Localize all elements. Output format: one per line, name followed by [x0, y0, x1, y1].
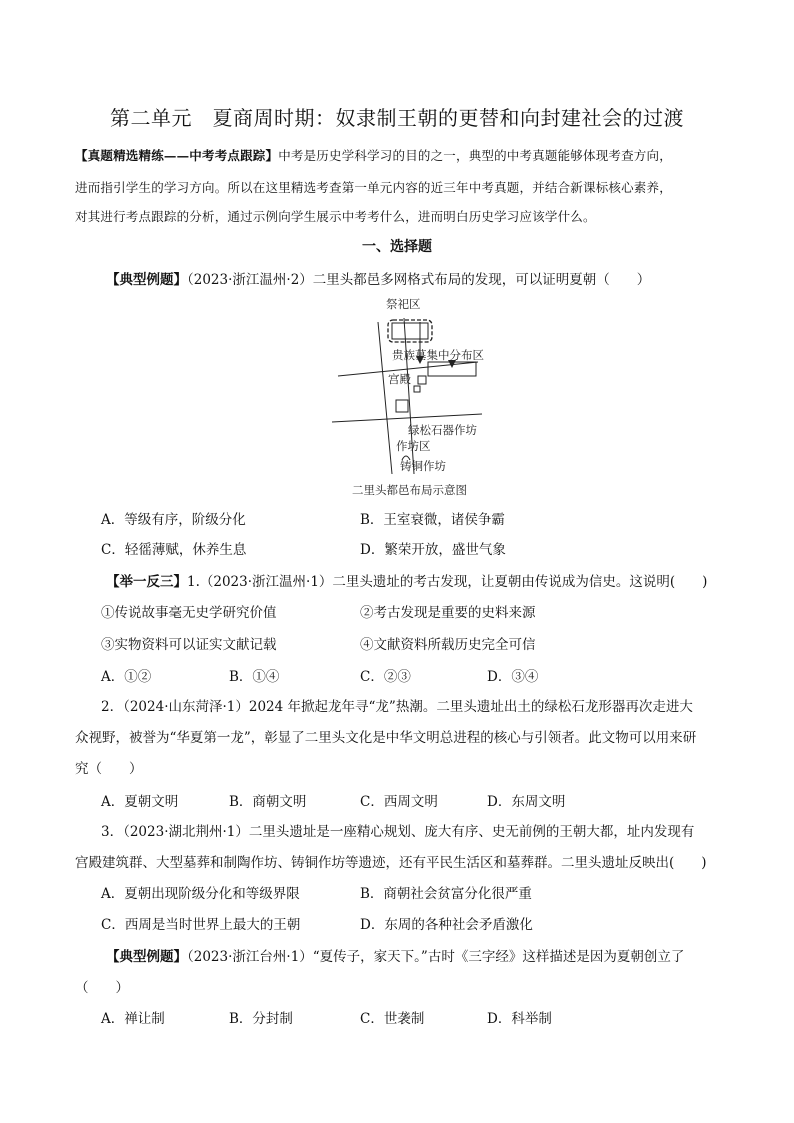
- statement-3: ③实物资料可以证实文献记载: [101, 637, 277, 653]
- option-d[interactable]: D．东周的各种社会矛盾激化: [360, 917, 533, 933]
- option-c[interactable]: C．②③: [360, 669, 411, 685]
- option-c[interactable]: C．西周文明: [360, 794, 438, 810]
- map-label-bronze: 铸铜作坊: [400, 459, 446, 473]
- option-c[interactable]: C．西周是当时世界上最大的王朝: [101, 917, 301, 933]
- option-c[interactable]: C．世袭制: [360, 1011, 425, 1027]
- option-a[interactable]: A．夏朝文明: [101, 794, 179, 810]
- map-label-palace: 宫殿: [388, 372, 411, 386]
- option-b[interactable]: B．商朝社会贫富分化很严重: [360, 886, 532, 902]
- option-b[interactable]: B．①④: [229, 669, 280, 685]
- option-b[interactable]: B．分封制: [229, 1011, 293, 1027]
- question-text: 1.（2023·浙江温州·1）二里头遗址的考古发现，让夏朝由传说成为信史。这说明( ): [187, 574, 708, 590]
- option-a[interactable]: A．夏朝出现阶级分化和等级界限: [101, 886, 300, 902]
- section-heading: 一、选择题: [362, 239, 432, 255]
- map-label-turquoise: 绿松石器作坊: [408, 423, 477, 437]
- page-title: 第二单元 夏商周时期：奴隶制王朝的更替和向封建社会的过渡: [110, 106, 684, 130]
- intro-line-1: [75, 146, 672, 164]
- question-tag: 【典型例题】: [106, 272, 187, 288]
- statement-2: ②考古发现是重要的史料来源: [360, 605, 536, 621]
- option-b[interactable]: B．王室衰微，诸侯争霸: [360, 512, 505, 528]
- statement-1: ①传说故事毫无史学研究价值: [101, 605, 277, 621]
- option-c[interactable]: C．轻徭薄赋，休养生息: [101, 542, 247, 558]
- option-d[interactable]: D．繁荣开放，盛世气象: [360, 542, 506, 558]
- question-tag: 【典型例题】: [106, 949, 187, 965]
- question-2: [106, 570, 707, 590]
- question-1: [106, 268, 650, 288]
- map-label-cemetery: 贵族墓集中分布区: [392, 348, 484, 362]
- question-text: （2023·浙江温州·2）二里头都邑多网格式布局的发现，可以证明夏朝（ ）: [187, 272, 651, 288]
- question-3-line-3: 究（ ）: [75, 761, 143, 777]
- question-4-line-2: 宫殿建筑群、大型墓葬和制陶作坊、铸铜作坊等遗迹，还有平民生活区和墓葬群。二里头遗址反映出( ): [75, 855, 707, 871]
- intro-line-2: 进而指引学生的学习方向。所以在这里精选考查第一单元内容的近三年中考真题，并结合新课标核心素养，: [75, 180, 672, 195]
- intro-tag: 【真题精选精练——中考考点跟踪】: [75, 148, 279, 163]
- question-5-line-2: （ ）: [75, 980, 129, 996]
- question-tag: 【举一反三】: [106, 574, 187, 590]
- question-5: [106, 945, 684, 965]
- question-4-line-1: 3．（2023·湖北荆州·1）二里头遗址是一座精心规划、庞大有序、史无前例的王朝大都，址内发现有: [101, 824, 695, 840]
- intro-text: 中考是历史学科学习的目的之一，典型的中考真题能够体现考查方向，: [278, 148, 672, 163]
- option-d[interactable]: D．科举制: [487, 1011, 552, 1027]
- map-label-sacrifice: 祭祀区: [386, 297, 421, 311]
- intro-line-3: 对其进行考点跟踪的分析，通过示例向学生展示中考考什么，进而明白历史学习应该学什么。: [75, 209, 596, 224]
- option-a[interactable]: A．①②: [101, 669, 152, 685]
- option-d[interactable]: D．③④: [487, 669, 539, 685]
- option-b[interactable]: B．商朝文明: [229, 794, 307, 810]
- statement-4: ④文献资料所载历史完全可信: [360, 637, 536, 653]
- question-text: （2023·浙江台州·1）“夏传子，家天下。”古时《三字经》这样描述是因为夏朝创立了: [187, 949, 685, 965]
- option-a[interactable]: A．禅让制: [101, 1011, 165, 1027]
- map-caption: 二里头都邑布局示意图: [352, 483, 467, 497]
- option-d[interactable]: D．东周文明: [487, 794, 566, 810]
- question-3-line-2: 众视野，被誉为“华夏第一龙”，彰显了二里头文化是中华文明总进程的核心与引领者。此文物可以用来研: [75, 730, 697, 746]
- map-label-workshop: 作坊区: [396, 439, 431, 453]
- site-layout-map: [330, 292, 490, 502]
- question-3-line-1: 2．（2024·山东菏泽·1）2024 年掀起龙年寻“龙”热潮。二里头遗址出土的绿松石龙形器再次走进大: [101, 699, 693, 715]
- option-a[interactable]: A．等级有序，阶级分化: [101, 512, 246, 528]
